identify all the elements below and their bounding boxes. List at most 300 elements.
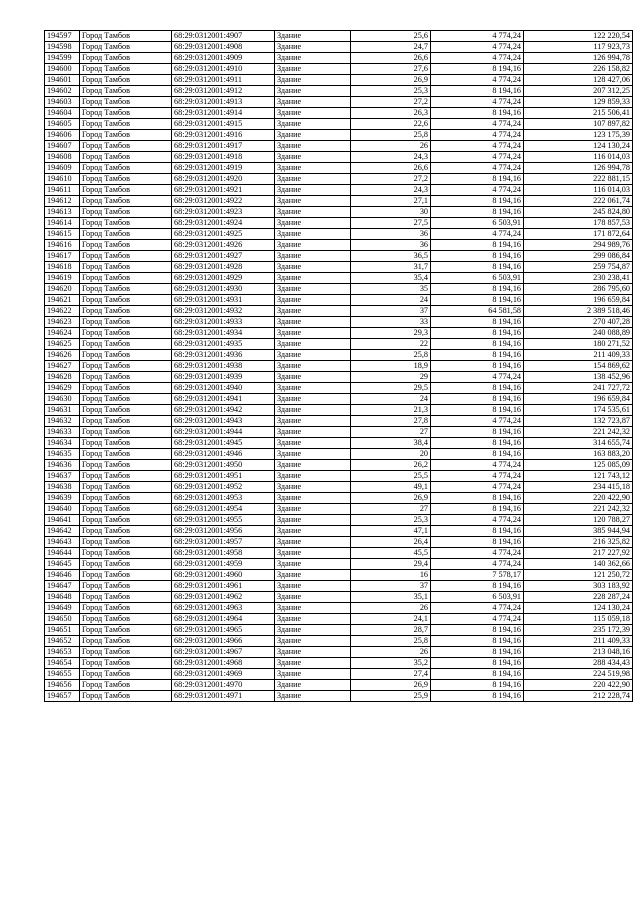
object-type-cell: Здание xyxy=(275,559,351,570)
cadastral-number-cell: 68:29:0312001:4910 xyxy=(172,64,275,75)
cadastral-number-cell: 68:29:0312001:4966 xyxy=(172,636,275,647)
cadastral-number-cell: 68:29:0312001:4923 xyxy=(172,207,275,218)
record-number-cell: 194616 xyxy=(45,240,80,251)
locality-cell: Город Тамбов xyxy=(80,669,172,680)
cadastral-value-cell: 220 422,90 xyxy=(524,493,633,504)
cadastral-value-cell: 314 655,74 xyxy=(524,438,633,449)
cadastral-number-cell: 68:29:0312001:4942 xyxy=(172,405,275,416)
locality-cell: Город Тамбов xyxy=(80,141,172,152)
object-type-cell: Здание xyxy=(275,691,351,702)
cadastral-number-cell: 68:29:0312001:4929 xyxy=(172,273,275,284)
record-number-cell: 194647 xyxy=(45,581,80,592)
area-cell: 36,5 xyxy=(351,251,431,262)
unit-value-cell: 4 774,24 xyxy=(431,119,524,130)
area-cell: 26,9 xyxy=(351,493,431,504)
cadastral-value-cell: 120 788,27 xyxy=(524,515,633,526)
unit-value-cell: 8 194,16 xyxy=(431,394,524,405)
record-number-cell: 194618 xyxy=(45,262,80,273)
locality-cell: Город Тамбов xyxy=(80,592,172,603)
table-row xyxy=(45,691,633,702)
cadastral-value-cell: 222 881,15 xyxy=(524,174,633,185)
area-cell: 25,3 xyxy=(351,515,431,526)
cadastral-value-cell: 211 409,33 xyxy=(524,350,633,361)
document-page xyxy=(44,30,632,702)
table-row xyxy=(45,174,633,185)
cadastral-number-cell: 68:29:0312001:4933 xyxy=(172,317,275,328)
locality-cell: Город Тамбов xyxy=(80,86,172,97)
record-number-cell: 194602 xyxy=(45,86,80,97)
unit-value-cell: 8 194,16 xyxy=(431,647,524,658)
cadastral-number-cell: 68:29:0312001:4971 xyxy=(172,691,275,702)
record-number-cell: 194648 xyxy=(45,592,80,603)
unit-value-cell: 8 194,16 xyxy=(431,383,524,394)
cadastral-number-cell: 68:29:0312001:4963 xyxy=(172,603,275,614)
locality-cell: Город Тамбов xyxy=(80,174,172,185)
unit-value-cell: 8 194,16 xyxy=(431,64,524,75)
cadastral-value-cell: 121 743,12 xyxy=(524,471,633,482)
object-type-cell: Здание xyxy=(275,394,351,405)
locality-cell: Город Тамбов xyxy=(80,350,172,361)
unit-value-cell: 4 774,24 xyxy=(431,31,524,42)
cadastral-value-cell: 123 175,39 xyxy=(524,130,633,141)
table-row xyxy=(45,669,633,680)
table-row xyxy=(45,152,633,163)
object-type-cell: Здание xyxy=(275,163,351,174)
record-number-cell: 194629 xyxy=(45,383,80,394)
object-type-cell: Здание xyxy=(275,680,351,691)
cadastral-number-cell: 68:29:0312001:4968 xyxy=(172,658,275,669)
unit-value-cell: 8 194,16 xyxy=(431,317,524,328)
locality-cell: Город Тамбов xyxy=(80,504,172,515)
table-row xyxy=(45,383,633,394)
record-number-cell: 194614 xyxy=(45,218,80,229)
record-number-cell: 194610 xyxy=(45,174,80,185)
unit-value-cell: 4 774,24 xyxy=(431,163,524,174)
unit-value-cell: 8 194,16 xyxy=(431,427,524,438)
table-row xyxy=(45,130,633,141)
area-cell: 35,2 xyxy=(351,658,431,669)
area-cell: 27,1 xyxy=(351,196,431,207)
object-type-cell: Здание xyxy=(275,328,351,339)
table-row xyxy=(45,339,633,350)
unit-value-cell: 8 194,16 xyxy=(431,449,524,460)
cadastral-value-cell: 213 048,16 xyxy=(524,647,633,658)
cadastral-number-cell: 68:29:0312001:4916 xyxy=(172,130,275,141)
unit-value-cell: 4 774,24 xyxy=(431,614,524,625)
cadastral-number-cell: 68:29:0312001:4951 xyxy=(172,471,275,482)
object-type-cell: Здание xyxy=(275,350,351,361)
unit-value-cell: 4 774,24 xyxy=(431,185,524,196)
unit-value-cell: 4 774,24 xyxy=(431,482,524,493)
table-row xyxy=(45,471,633,482)
locality-cell: Город Тамбов xyxy=(80,405,172,416)
table-row xyxy=(45,163,633,174)
table-row xyxy=(45,295,633,306)
unit-value-cell: 8 194,16 xyxy=(431,691,524,702)
cadastral-value-cell: 216 325,82 xyxy=(524,537,633,548)
cadastral-number-cell: 68:29:0312001:4918 xyxy=(172,152,275,163)
record-number-cell: 194640 xyxy=(45,504,80,515)
cadastral-number-cell: 68:29:0312001:4953 xyxy=(172,493,275,504)
record-number-cell: 194650 xyxy=(45,614,80,625)
record-number-cell: 194637 xyxy=(45,471,80,482)
table-row xyxy=(45,592,633,603)
cadastral-value-cell: 129 859,33 xyxy=(524,97,633,108)
table-row xyxy=(45,570,633,581)
area-cell: 24,3 xyxy=(351,152,431,163)
cadastral-number-cell: 68:29:0312001:4964 xyxy=(172,614,275,625)
unit-value-cell: 4 774,24 xyxy=(431,372,524,383)
record-number-cell: 194655 xyxy=(45,669,80,680)
cadastral-value-cell: 259 754,87 xyxy=(524,262,633,273)
area-cell: 45,5 xyxy=(351,548,431,559)
cadastral-value-cell: 270 407,28 xyxy=(524,317,633,328)
object-type-cell: Здание xyxy=(275,482,351,493)
area-cell: 28,7 xyxy=(351,625,431,636)
object-type-cell: Здание xyxy=(275,273,351,284)
cadastral-value-cell: 234 415,18 xyxy=(524,482,633,493)
object-type-cell: Здание xyxy=(275,504,351,515)
area-cell: 21,3 xyxy=(351,405,431,416)
object-type-cell: Здание xyxy=(275,515,351,526)
cadastral-value-cell: 212 228,74 xyxy=(524,691,633,702)
cadastral-number-cell: 68:29:0312001:4921 xyxy=(172,185,275,196)
cadastral-number-cell: 68:29:0312001:4959 xyxy=(172,559,275,570)
area-cell: 25,5 xyxy=(351,471,431,482)
table-row xyxy=(45,141,633,152)
locality-cell: Город Тамбов xyxy=(80,339,172,350)
locality-cell: Город Тамбов xyxy=(80,427,172,438)
unit-value-cell: 8 194,16 xyxy=(431,207,524,218)
cadastral-value-cell: 288 434,43 xyxy=(524,658,633,669)
table-row xyxy=(45,64,633,75)
locality-cell: Город Тамбов xyxy=(80,317,172,328)
object-type-cell: Здание xyxy=(275,262,351,273)
unit-value-cell: 4 774,24 xyxy=(431,229,524,240)
cadastral-number-cell: 68:29:0312001:4934 xyxy=(172,328,275,339)
record-number-cell: 194646 xyxy=(45,570,80,581)
table-row xyxy=(45,86,633,97)
locality-cell: Город Тамбов xyxy=(80,295,172,306)
object-type-cell: Здание xyxy=(275,361,351,372)
locality-cell: Город Тамбов xyxy=(80,416,172,427)
unit-value-cell: 8 194,16 xyxy=(431,174,524,185)
record-number-cell: 194634 xyxy=(45,438,80,449)
table-row xyxy=(45,218,633,229)
unit-value-cell: 6 503,91 xyxy=(431,273,524,284)
cadastral-value-cell: 140 362,66 xyxy=(524,559,633,570)
unit-value-cell: 4 774,24 xyxy=(431,515,524,526)
cadastral-value-cell: 174 535,61 xyxy=(524,405,633,416)
table-row xyxy=(45,493,633,504)
unit-value-cell: 4 774,24 xyxy=(431,603,524,614)
unit-value-cell: 4 774,24 xyxy=(431,42,524,53)
cadastral-value-cell: 126 994,78 xyxy=(524,53,633,64)
area-cell: 36 xyxy=(351,240,431,251)
locality-cell: Город Тамбов xyxy=(80,537,172,548)
locality-cell: Город Тамбов xyxy=(80,361,172,372)
table-row xyxy=(45,31,633,42)
locality-cell: Город Тамбов xyxy=(80,64,172,75)
cadastral-value-cell: 128 427,06 xyxy=(524,75,633,86)
object-type-cell: Здание xyxy=(275,86,351,97)
cadastral-value-cell: 221 242,32 xyxy=(524,427,633,438)
object-type-cell: Здание xyxy=(275,108,351,119)
object-type-cell: Здание xyxy=(275,251,351,262)
record-number-cell: 194644 xyxy=(45,548,80,559)
table-row xyxy=(45,515,633,526)
cadastral-value-cell: 171 872,64 xyxy=(524,229,633,240)
cadastral-number-cell: 68:29:0312001:4960 xyxy=(172,570,275,581)
unit-value-cell: 4 774,24 xyxy=(431,471,524,482)
cadastral-value-cell: 163 883,20 xyxy=(524,449,633,460)
table-row xyxy=(45,251,633,262)
table-row xyxy=(45,537,633,548)
locality-cell: Город Тамбов xyxy=(80,163,172,174)
area-cell: 29 xyxy=(351,372,431,383)
cadastral-value-cell: 217 227,92 xyxy=(524,548,633,559)
table-row xyxy=(45,625,633,636)
object-type-cell: Здание xyxy=(275,306,351,317)
table-row xyxy=(45,229,633,240)
record-number-cell: 194627 xyxy=(45,361,80,372)
cadastral-value-cell: 226 158,82 xyxy=(524,64,633,75)
area-cell: 25,8 xyxy=(351,130,431,141)
unit-value-cell: 4 774,24 xyxy=(431,141,524,152)
locality-cell: Город Тамбов xyxy=(80,614,172,625)
locality-cell: Город Тамбов xyxy=(80,482,172,493)
unit-value-cell: 8 194,16 xyxy=(431,438,524,449)
locality-cell: Город Тамбов xyxy=(80,559,172,570)
unit-value-cell: 8 194,16 xyxy=(431,328,524,339)
cadastral-number-cell: 68:29:0312001:4930 xyxy=(172,284,275,295)
locality-cell: Город Тамбов xyxy=(80,229,172,240)
object-type-cell: Здание xyxy=(275,669,351,680)
locality-cell: Город Тамбов xyxy=(80,383,172,394)
cadastral-value-cell: 222 061,74 xyxy=(524,196,633,207)
locality-cell: Город Тамбов xyxy=(80,515,172,526)
area-cell: 24,7 xyxy=(351,42,431,53)
table-row xyxy=(45,636,633,647)
unit-value-cell: 8 194,16 xyxy=(431,108,524,119)
table-row xyxy=(45,328,633,339)
cadastral-number-cell: 68:29:0312001:4913 xyxy=(172,97,275,108)
table-row xyxy=(45,284,633,295)
unit-value-cell: 7 578,17 xyxy=(431,570,524,581)
cadastral-number-cell: 68:29:0312001:4920 xyxy=(172,174,275,185)
cadastral-value-cell: 241 727,72 xyxy=(524,383,633,394)
record-number-cell: 194632 xyxy=(45,416,80,427)
locality-cell: Город Тамбов xyxy=(80,240,172,251)
locality-cell: Город Тамбов xyxy=(80,438,172,449)
object-type-cell: Здание xyxy=(275,372,351,383)
table-row xyxy=(45,119,633,130)
cadastral-value-cell: 132 723,87 xyxy=(524,416,633,427)
table-row xyxy=(45,438,633,449)
locality-cell: Город Тамбов xyxy=(80,185,172,196)
locality-cell: Город Тамбов xyxy=(80,284,172,295)
object-type-cell: Здание xyxy=(275,405,351,416)
cadastral-number-cell: 68:29:0312001:4940 xyxy=(172,383,275,394)
unit-value-cell: 8 194,16 xyxy=(431,658,524,669)
locality-cell: Город Тамбов xyxy=(80,603,172,614)
table-row xyxy=(45,482,633,493)
record-number-cell: 194603 xyxy=(45,97,80,108)
unit-value-cell: 8 194,16 xyxy=(431,537,524,548)
unit-value-cell: 8 194,16 xyxy=(431,504,524,515)
cadastral-value-cell: 126 994,78 xyxy=(524,163,633,174)
cadastral-value-cell: 220 422,90 xyxy=(524,680,633,691)
locality-cell: Город Тамбов xyxy=(80,548,172,559)
table-row xyxy=(45,262,633,273)
record-number-cell: 194639 xyxy=(45,493,80,504)
area-cell: 26,9 xyxy=(351,75,431,86)
cadastral-value-cell: 303 183,92 xyxy=(524,581,633,592)
object-type-cell: Здание xyxy=(275,548,351,559)
cadastral-number-cell: 68:29:0312001:4946 xyxy=(172,449,275,460)
object-type-cell: Здание xyxy=(275,196,351,207)
record-number-cell: 194651 xyxy=(45,625,80,636)
locality-cell: Город Тамбов xyxy=(80,581,172,592)
cadastral-number-cell: 68:29:0312001:4922 xyxy=(172,196,275,207)
cadastral-number-cell: 68:29:0312001:4952 xyxy=(172,482,275,493)
record-number-cell: 194649 xyxy=(45,603,80,614)
cadastral-number-cell: 68:29:0312001:4944 xyxy=(172,427,275,438)
table-row xyxy=(45,317,633,328)
area-cell: 27,8 xyxy=(351,416,431,427)
table-row xyxy=(45,526,633,537)
unit-value-cell: 8 194,16 xyxy=(431,361,524,372)
record-number-cell: 194612 xyxy=(45,196,80,207)
cadastral-value-cell: 211 409,33 xyxy=(524,636,633,647)
cadastral-value-cell: 107 897,82 xyxy=(524,119,633,130)
unit-value-cell: 4 774,24 xyxy=(431,53,524,64)
locality-cell: Город Тамбов xyxy=(80,262,172,273)
record-number-cell: 194654 xyxy=(45,658,80,669)
cadastral-number-cell: 68:29:0312001:4957 xyxy=(172,537,275,548)
record-number-cell: 194625 xyxy=(45,339,80,350)
area-cell: 33 xyxy=(351,317,431,328)
record-number-cell: 194623 xyxy=(45,317,80,328)
area-cell: 25,3 xyxy=(351,86,431,97)
cadastral-value-cell: 228 287,24 xyxy=(524,592,633,603)
record-number-cell: 194613 xyxy=(45,207,80,218)
cadastral-value-cell: 221 242,32 xyxy=(524,504,633,515)
unit-value-cell: 8 194,16 xyxy=(431,493,524,504)
object-type-cell: Здание xyxy=(275,471,351,482)
area-cell: 37 xyxy=(351,581,431,592)
record-number-cell: 194628 xyxy=(45,372,80,383)
unit-value-cell: 8 194,16 xyxy=(431,339,524,350)
object-type-cell: Здание xyxy=(275,240,351,251)
locality-cell: Город Тамбов xyxy=(80,152,172,163)
cadastral-value-cell: 196 659,84 xyxy=(524,394,633,405)
table-row xyxy=(45,361,633,372)
table-row xyxy=(45,108,633,119)
cadastral-number-cell: 68:29:0312001:4950 xyxy=(172,460,275,471)
cadastral-number-cell: 68:29:0312001:4965 xyxy=(172,625,275,636)
record-number-cell: 194615 xyxy=(45,229,80,240)
table-row xyxy=(45,196,633,207)
cadastral-value-cell: 178 857,53 xyxy=(524,218,633,229)
locality-cell: Город Тамбов xyxy=(80,526,172,537)
unit-value-cell: 8 194,16 xyxy=(431,262,524,273)
record-number-cell: 194636 xyxy=(45,460,80,471)
locality-cell: Город Тамбов xyxy=(80,108,172,119)
unit-value-cell: 4 774,24 xyxy=(431,130,524,141)
table-row xyxy=(45,350,633,361)
record-number-cell: 194657 xyxy=(45,691,80,702)
unit-value-cell: 8 194,16 xyxy=(431,405,524,416)
object-type-cell: Здание xyxy=(275,64,351,75)
area-cell: 25,8 xyxy=(351,636,431,647)
area-cell: 24 xyxy=(351,295,431,306)
record-number-cell: 194635 xyxy=(45,449,80,460)
cadastral-table xyxy=(44,30,633,702)
locality-cell: Город Тамбов xyxy=(80,328,172,339)
cadastral-number-cell: 68:29:0312001:4911 xyxy=(172,75,275,86)
area-cell: 26,6 xyxy=(351,53,431,64)
area-cell: 24,3 xyxy=(351,185,431,196)
area-cell: 30 xyxy=(351,207,431,218)
unit-value-cell: 8 194,16 xyxy=(431,636,524,647)
cadastral-value-cell: 299 086,84 xyxy=(524,251,633,262)
area-cell: 27 xyxy=(351,504,431,515)
object-type-cell: Здание xyxy=(275,570,351,581)
object-type-cell: Здание xyxy=(275,152,351,163)
table-row xyxy=(45,405,633,416)
object-type-cell: Здание xyxy=(275,614,351,625)
cadastral-number-cell: 68:29:0312001:4954 xyxy=(172,504,275,515)
object-type-cell: Здание xyxy=(275,592,351,603)
record-number-cell: 194645 xyxy=(45,559,80,570)
unit-value-cell: 8 194,16 xyxy=(431,581,524,592)
cadastral-number-cell: 68:29:0312001:4927 xyxy=(172,251,275,262)
object-type-cell: Здание xyxy=(275,427,351,438)
record-number-cell: 194652 xyxy=(45,636,80,647)
area-cell: 27,2 xyxy=(351,174,431,185)
table-row xyxy=(45,647,633,658)
table-row xyxy=(45,603,633,614)
unit-value-cell: 8 194,16 xyxy=(431,284,524,295)
cadastral-number-cell: 68:29:0312001:4908 xyxy=(172,42,275,53)
object-type-cell: Здание xyxy=(275,581,351,592)
cadastral-value-cell: 115 059,18 xyxy=(524,614,633,625)
record-number-cell: 194620 xyxy=(45,284,80,295)
cadastral-value-cell: 122 220,54 xyxy=(524,31,633,42)
object-type-cell: Здание xyxy=(275,317,351,328)
locality-cell: Город Тамбов xyxy=(80,130,172,141)
cadastral-value-cell: 117 923,73 xyxy=(524,42,633,53)
locality-cell: Город Тамбов xyxy=(80,75,172,86)
object-type-cell: Здание xyxy=(275,416,351,427)
cadastral-number-cell: 68:29:0312001:4955 xyxy=(172,515,275,526)
table-row xyxy=(45,614,633,625)
cadastral-value-cell: 121 250,72 xyxy=(524,570,633,581)
locality-cell: Город Тамбов xyxy=(80,42,172,53)
record-number-cell: 194643 xyxy=(45,537,80,548)
table-row xyxy=(45,559,633,570)
table-row xyxy=(45,75,633,86)
object-type-cell: Здание xyxy=(275,141,351,152)
cadastral-value-cell: 294 989,76 xyxy=(524,240,633,251)
area-cell: 37 xyxy=(351,306,431,317)
object-type-cell: Здание xyxy=(275,636,351,647)
cadastral-value-cell: 240 088,89 xyxy=(524,328,633,339)
object-type-cell: Здание xyxy=(275,97,351,108)
object-type-cell: Здание xyxy=(275,526,351,537)
object-type-cell: Здание xyxy=(275,383,351,394)
